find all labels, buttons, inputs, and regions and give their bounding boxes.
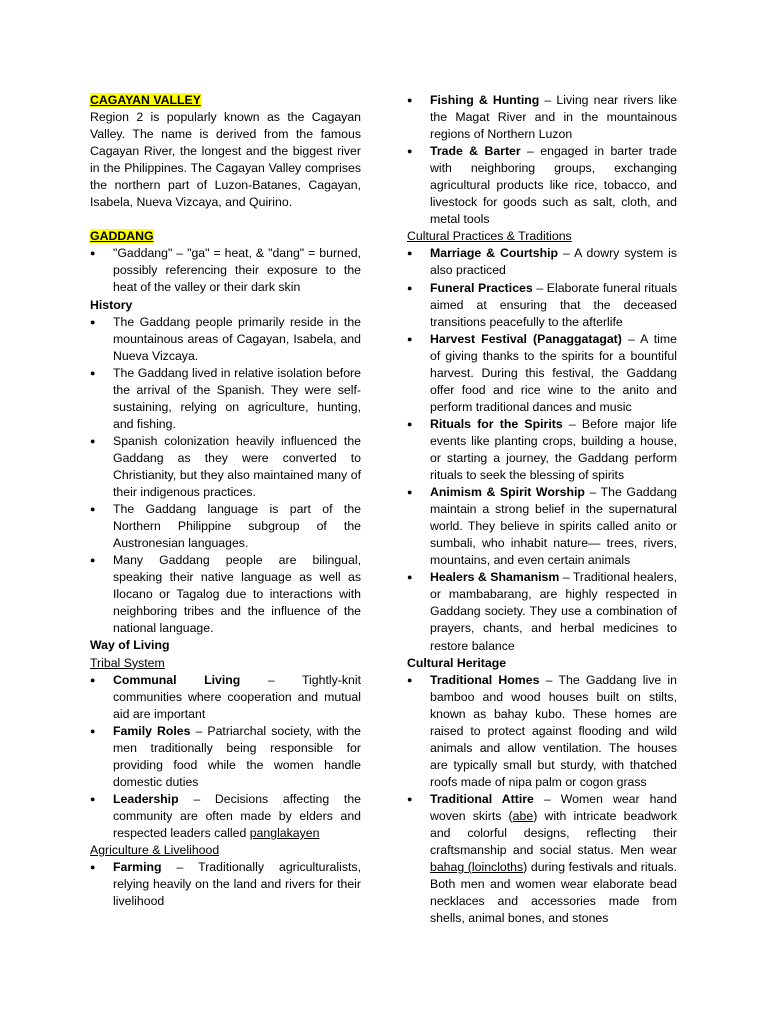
list-item <box>90 723 361 791</box>
gaddang-title-text: GADDANG <box>90 229 154 244</box>
list-item <box>90 859 361 910</box>
item-term: Leadership <box>113 791 179 806</box>
item-term: Harvest Festival (Panaggatagat) <box>430 331 622 346</box>
item-text: – A dowry system is also practiced <box>430 246 677 278</box>
item-text: – The Gaddang live in bamboo and wood houses built on stilts, known as bahay kubo. These homes are raised to protect against flooding and wild animals and allow ventilation. The houses are typically small but sturdy, with thatched roofs made of nipa palm or cogon grass <box>430 672 677 789</box>
tribal-system-heading: Tribal System <box>90 655 165 670</box>
list-item <box>407 416 677 484</box>
livelihood-list <box>407 92 677 228</box>
bahag-term: bahag <box>430 860 465 875</box>
list-item <box>90 791 361 842</box>
item-term: Healers & Shamanism <box>430 570 560 585</box>
list-item <box>407 569 677 654</box>
item-text: – A time of giving thanks to the spirits for a bountiful harvest. During this festival, the Gaddang offer food and rice wine to the anito and perform traditional dances and music <box>430 331 677 414</box>
heritage-heading: Cultural Heritage <box>407 655 507 670</box>
history-item: ● Spanish colonization heavily influenced the Gaddang as they were converted to Christianity, but they also maintained many of their indigenous practices. <box>90 433 361 501</box>
spacer <box>90 211 361 228</box>
item-term: Fishing & Hunting <box>430 93 540 107</box>
item-term: Traditional Attire <box>430 791 534 806</box>
region-intro: Region 2 is popularly known as the Cagayan Valley. The name is derived from the famous Cagayan River, the longest and the biggest river in the Philippines. The Cagayan Valley comprises the northern part of Luzon-Batanes, Cagayan, Isabela, Nueva Vizcaya, and Quirino. <box>90 110 361 210</box>
list-item <box>407 672 677 791</box>
item-text: ) during festivals and rituals. Both men and women wear elaborate bead necklaces and accessories made from shells, animal bones, and stones <box>430 860 677 926</box>
item-term: Marriage & Courtship <box>430 246 559 261</box>
left-column <box>90 92 361 910</box>
history-item: ● The Gaddang lived in relative isolation before the arrival of the Spanish. They were self-sustaining, relying on agriculture, hunting, and fishing. <box>90 365 361 433</box>
etymology-item: ● "Gaddang" – "ga" = heat, & "dang" = burned, possibly referencing their exposure to the heat of the valley or their dark skin <box>90 245 361 296</box>
item-term: Funeral Practices <box>430 280 533 295</box>
history-heading: History <box>90 297 133 312</box>
history-item: ● The Gaddang language is part of the Northern Philippine subgroup of the Austronesian languages. <box>90 501 361 552</box>
item-term: Animism & Spirit Worship <box>430 485 585 500</box>
region-title <box>90 92 361 109</box>
right-column <box>407 92 677 927</box>
item-text: ( <box>464 860 472 875</box>
item-term: Family Roles <box>113 723 191 738</box>
history-item: ● Many Gaddang people are bilingual, speaking their native language as well as Ilocano or Tagalog due to interactions with neighboring tribes and the influence of the national language. <box>90 552 361 637</box>
loincloths-term: loincloths <box>471 860 524 875</box>
list-item <box>407 791 677 927</box>
tribal-list <box>90 672 361 842</box>
way-of-living-heading: Way of Living <box>90 638 170 653</box>
list-item <box>407 143 677 228</box>
item-text: – Traditional healers, or mambabarang, are highly respected in Gaddang society. They use a combination of prayers, chants, and herbal medicines to restore balance <box>430 570 677 653</box>
item-term: Traditional Homes <box>430 672 540 687</box>
abe-term: abe <box>512 808 534 823</box>
agriculture-list <box>90 859 361 910</box>
item-term: Communal Living <box>113 672 241 687</box>
gaddang-title <box>90 228 361 245</box>
region-title-text: CAGAYAN VALLEY <box>90 93 201 107</box>
agriculture-heading: Agriculture & Livelihood <box>90 843 220 858</box>
item-text: – Patriarchal society, with the men traditionally being responsible for providing food while the women handle domestic duties <box>113 723 362 789</box>
item-term: Trade & Barter <box>430 144 521 159</box>
heritage-list <box>407 672 677 928</box>
etymology-list <box>90 245 361 296</box>
item-term: Rituals for the Spirits <box>430 416 563 431</box>
leaders-term: panglakayen <box>249 825 320 840</box>
list-item <box>407 331 677 416</box>
list-item <box>407 92 677 143</box>
item-text: ) with intricate beadwork and colorful designs, reflecting their craftsmanship and social status. Men wear <box>430 808 677 858</box>
list-item <box>407 245 677 279</box>
history-list <box>90 314 361 638</box>
item-text: – Tightly-knit communities where cooperation and mutual aid are important <box>113 672 361 721</box>
item-text: – Decisions affecting the community are often made by elders and respected leaders called <box>113 791 361 840</box>
list-item <box>407 280 677 331</box>
item-text: – Elaborate funeral rituals aimed at ensuring that the deceased transitions peacefully to the afterlife <box>430 280 678 329</box>
item-term: Farming <box>113 860 162 875</box>
item-text: – The Gaddang maintain a strong belief in the supernatural world. They believe in spirits called anito or sumbali, who inhabit nature— trees, rivers, mountains, and even certain animals <box>430 485 678 568</box>
item-text: – Women wear hand woven skirts ( <box>430 791 677 823</box>
item-text: – engaged in barter trade with neighboring groups, exchanging agricultural products like rice, tobacco, and livestock for goods such as salt, cloth, and metal tools <box>430 144 677 227</box>
practices-heading: Cultural Practices & Traditions <box>407 229 572 244</box>
item-text: – Traditionally agriculturalists, relying heavily on the land and rivers for their livelihood <box>113 860 361 909</box>
item-text: – Living near rivers like the Magat River and in the mountainous regions of Northern Luzon <box>430 93 678 142</box>
history-item: ● The Gaddang people primarily reside in the mountainous areas of Cagayan, Isabela, and Nueva Vizcaya. <box>90 314 361 365</box>
item-text: – Before major life events like planting crops, building a house, or starting a journey, the Gaddang perform rituals to seek the blessing of spirits <box>430 416 677 483</box>
list-item <box>90 672 361 723</box>
list-item <box>407 484 677 569</box>
practices-list <box>407 245 677 654</box>
